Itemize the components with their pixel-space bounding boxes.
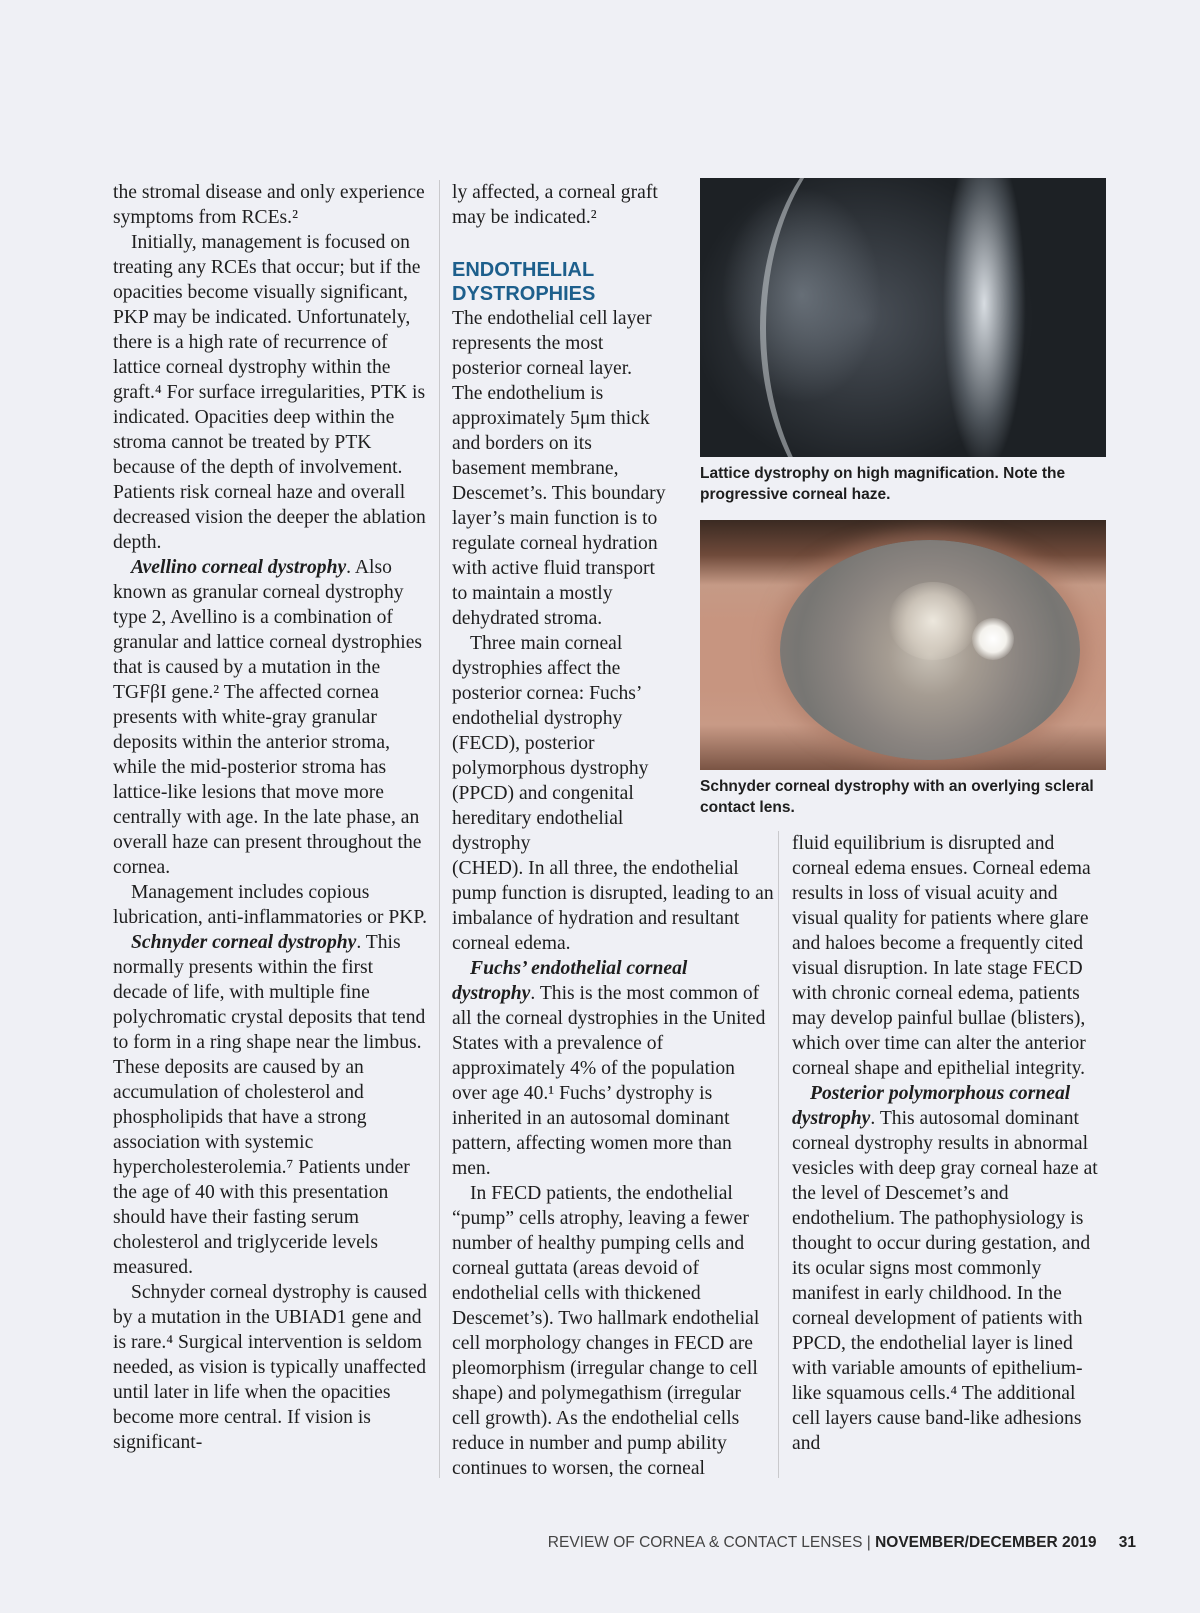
paragraph-text: . This normally presents within the first decade of life, with multiple fine polychromatic crystal deposits that tend to form in a ring shape near the limbus. These deposits are caused by an accumulation of cholesterol and phospholipids that have a strong association with systemic hypercholesterolemia.⁷ Patients under the age of 40 with this presentation should have their fasting serum cholesterol and triglyceride levels measured.	[113, 932, 426, 1278]
column-divider	[778, 831, 779, 1478]
subhead-schnyder: Schnyder corneal dystrophy	[131, 932, 357, 953]
paragraph: The endothelial cell layer represents the most posterior corneal layer. The endothelium is approximately 5μm thick and borders on its basement membrane, Descemet’s. This boundary layer’s main function is to regulate corneal hydration with active fluid transport to maintain a mostly dehydrated stroma.	[452, 308, 666, 629]
paragraph	[792, 1081, 1107, 1456]
paragraph	[452, 956, 774, 1181]
column-1	[113, 180, 428, 1455]
paragraph-text: . This autosomal dominant corneal dystrophy results in abnormal vesicles with deep gray corneal haze at the level of Descemet’s and endothelium. The pathophysiology is thought to occur during gestation, and its ocular signs most commonly manifest in early childhood. In the corneal development of patients with PPCD, the endothelial layer is lined with variable amounts of epithelium-like squamous cells.⁴ The additional cell layers cause band-like adhesions and	[792, 1108, 1098, 1454]
paragraph: Initially, management is focused on treating any RCEs that occur; but if the opacities become visually significant, PKP may be indicated. Unfortunately, there is a high rate of recurrence of lattice corneal dystrophy within the graft.⁴ For surface irregularities, PTK is indicated. Opacities deep within the stroma cannot be treated by PTK because of the depth of involvement. Patients risk corneal haze and overall decreased vision the deeper the ablation depth.	[113, 232, 426, 553]
publication-name: REVIEW OF CORNEA & CONTACT LENSES |	[547, 1534, 871, 1551]
subhead-ppcd: Posterior polymorphous corneal dystrophy	[792, 1083, 1071, 1129]
page-number: 31	[1118, 1534, 1136, 1551]
paragraph: the stromal disease and only experience symptoms from RCEs.²	[113, 182, 425, 228]
schnyder-dystrophy-photo	[700, 520, 1106, 770]
column-3	[792, 831, 1107, 1456]
paragraph-text: . This is the most common of all the corneal dystrophies in the United States with a prevalence of approximately 4% of the population over age 40.¹ Fuchs’ dystrophy is inherited in an autosomal dominant pattern, affecting women more than men.	[452, 983, 766, 1179]
page-footer	[548, 1534, 1136, 1552]
paragraph: Three main corneal dystrophies affect the posterior cornea: Fuchs’ endothelial dystrophy (FECD), posterior polymorphous dystrophy (PPCD) and congenital hereditary endothelial dystrophy	[452, 633, 649, 854]
paragraph: Schnyder corneal dystrophy is caused by a mutation in the UBIAD1 gene and is rare.⁴ Surgical intervention is seldom needed, as vision is typically unaffected until later in life when the opacities become more central. If vision is significant-	[113, 1282, 428, 1453]
column-divider	[439, 180, 440, 1478]
paragraph-text: . Also known as granular corneal dystrophy type 2, Avellino is a combination of granular and lattice corneal dystrophies that is caused by a mutation in the TGFβI gene.² The affected cornea presents with white-gray granular deposits within the anterior stroma, while the mid-posterior stroma has lattice-like lesions that move more centrally with age. In the late phase, an overall haze can present throughout the cornea.	[113, 557, 423, 878]
figure-caption: Lattice dystrophy on high magnification. Note the progressive corneal haze.	[700, 465, 1066, 503]
lens-edge	[760, 178, 1026, 457]
light-reflex	[972, 618, 1014, 660]
paragraph	[113, 555, 428, 880]
subhead-fuchs: Fuchs’ endothelial corneal dystrophy	[452, 958, 688, 1004]
crystal-deposit	[888, 582, 978, 660]
heading-line: DYSTROPHIES	[452, 283, 596, 305]
section-heading	[452, 258, 667, 306]
heading-line: ENDOTHELIAL	[452, 259, 595, 281]
paragraph: In FECD patients, the endothelial “pump” cells atrophy, leaving a fewer number of healthy pumping cells and corneal guttata (areas devoid of endothelial cells with thickened Descemet’s). Two hallmark endothelial cell morphology changes in FECD are pleomorphism (irregular change to cell shape) and polymegathism (irregular cell growth). As the endothelial cells reduce in number and pump ability continues to worsen, the corneal	[452, 1183, 760, 1479]
paragraph	[113, 930, 428, 1280]
paragraph: Management includes copious lubrication, anti-inflammatories or PKP.	[113, 882, 427, 928]
lattice-dystrophy-photo	[700, 178, 1106, 457]
paragraph: (CHED). In all three, the endothelial pump function is disrupted, leading to an imbalance of hydration and resultant corneal edema.	[452, 858, 774, 954]
subhead-avellino: Avellino corneal dystrophy	[131, 557, 347, 578]
paragraph: ly affected, a corneal graft may be indicated.²	[452, 182, 658, 228]
figure-caption: Schnyder corneal dystrophy with an overlying scleral contact lens.	[700, 778, 1094, 816]
paragraph: fluid equilibrium is disrupted and corneal edema ensues. Corneal edema results in loss of visual acuity and visual quality for patients where glare and haloes become a frequently cited visual disruption. In late stage FECD with chronic corneal edema, patients may develop painful bullae (blisters), which over time can alter the anterior corneal shape and epithelial integrity.	[792, 833, 1091, 1079]
issue-date: NOVEMBER/DECEMBER 2019	[875, 1534, 1097, 1551]
